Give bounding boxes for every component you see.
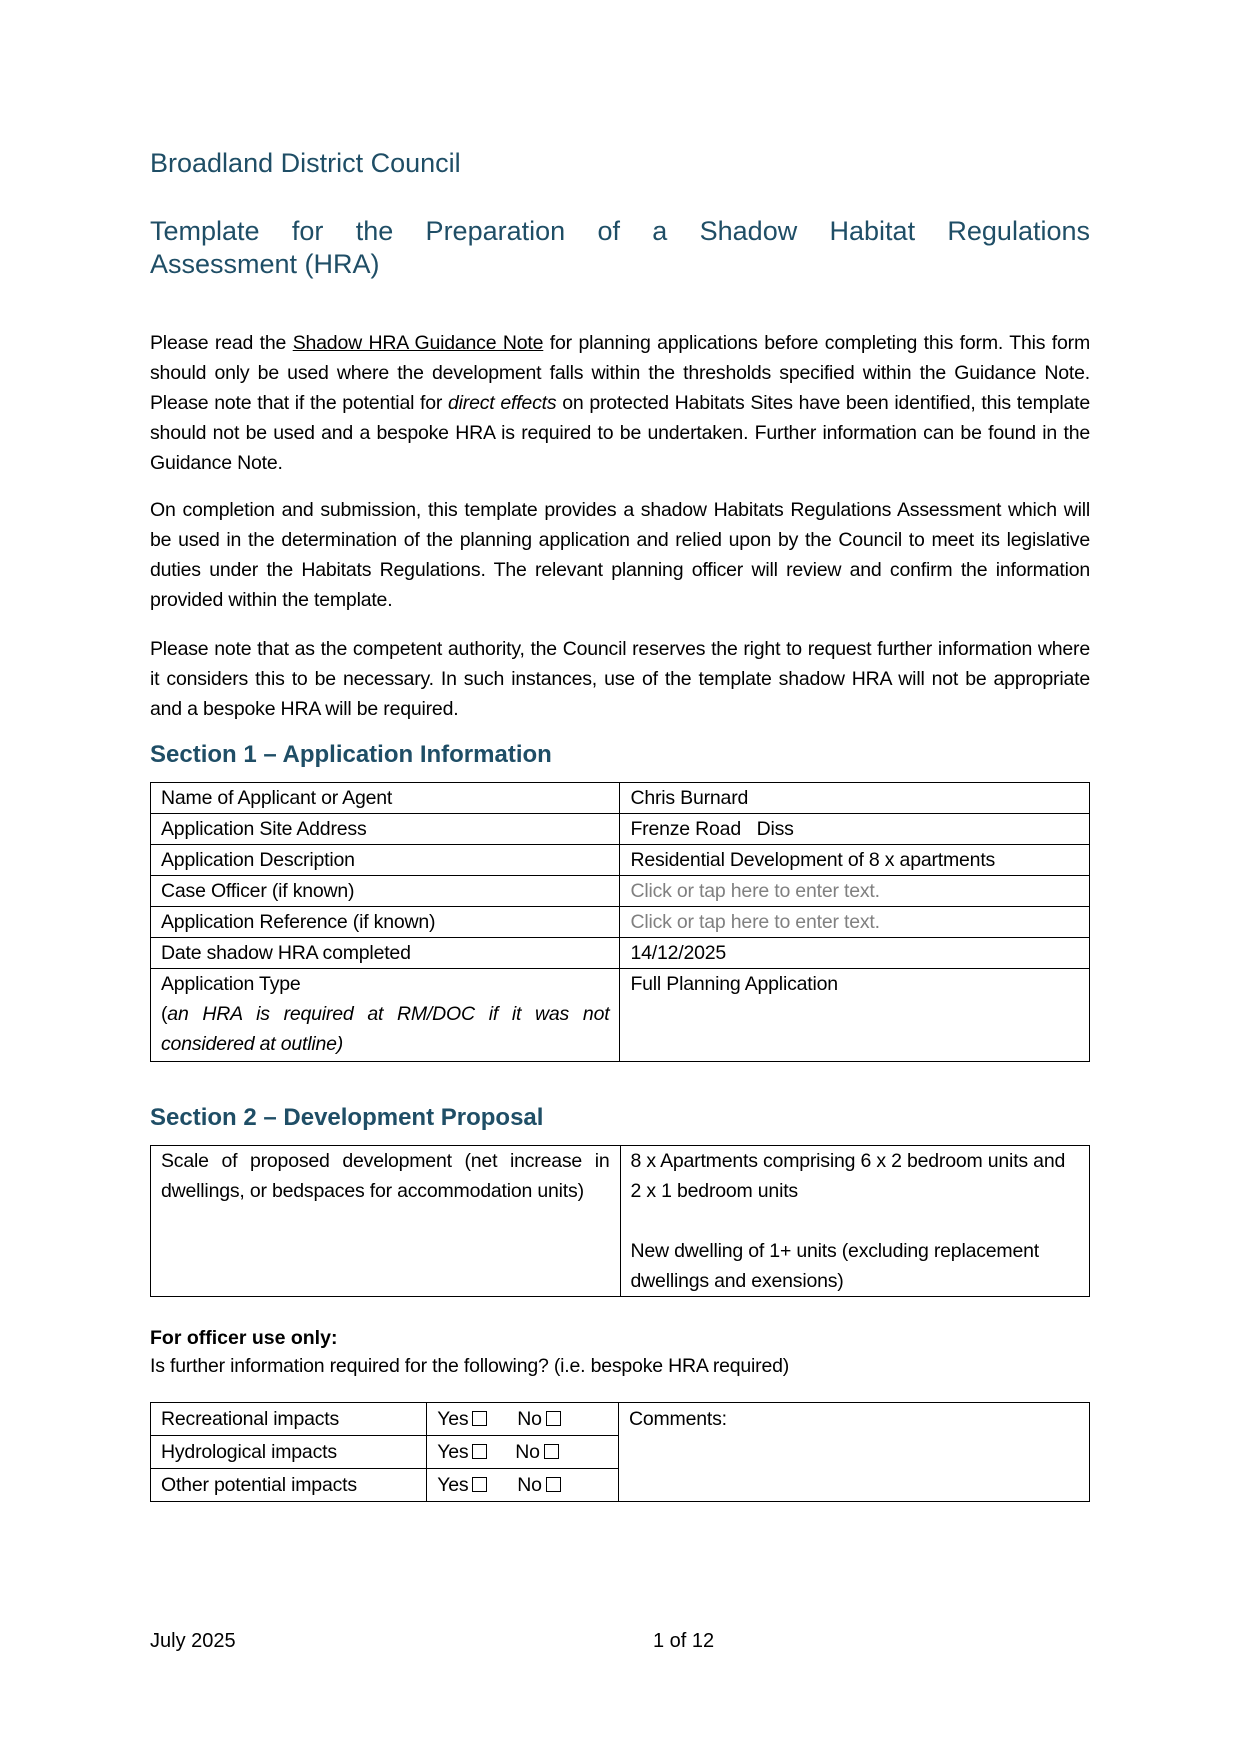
hydrological-impacts-label: Hydrological impacts [151,1436,427,1469]
application-type-field[interactable]: Full Planning Application [620,969,1090,1062]
hydrological-yes-checkbox[interactable] [472,1444,487,1459]
case-officer-field[interactable]: Click or tap here to enter text. [620,876,1090,907]
comments-label: Comments: [628,1408,727,1430]
yes-label: Yes [437,1408,469,1430]
table-row [151,783,1090,814]
spacer [631,1206,1079,1236]
document-title-line2: Assessment (HRA) [150,249,380,279]
yes-label: Yes [437,1474,469,1496]
case-officer-label: Case Officer (if known) [151,876,620,907]
application-type-note-paren: ( [161,1003,168,1025]
recreational-impacts-label: Recreational impacts [151,1403,427,1436]
development-scale-value: 8 x Apartments comprising 6 x 2 bedroom units and 2 x 1 bedroom units [630,1150,1066,1202]
table-row [151,907,1090,938]
application-description-label: Application Description [151,845,620,876]
application-type-title: Application Type [161,973,301,995]
site-address-field[interactable]: Frenze Road Diss [620,814,1090,845]
development-category-value: New dwelling of 1+ units (excluding replacement dwellings and exensions) [630,1240,1039,1292]
development-scale-label: Scale of proposed development (net increase in dwellings, or bedspaces for accommodation units) [151,1146,621,1297]
section-1-heading: Section 1 – Application Information [150,741,552,768]
intro-paragraph-1 [150,328,1090,478]
table-row [151,845,1090,876]
intro-text: Please read the [150,332,293,354]
other-yes-checkbox[interactable] [472,1477,487,1492]
officer-use-heading: For officer use only: [150,1327,338,1349]
application-reference-field[interactable]: Click or tap here to enter text. [620,907,1090,938]
comments-field[interactable] [618,1403,1089,1502]
intro-text: for planning applications before completing this form. This form should only be used where the development falls within the thresholds specified within the Guidance Note. Please note that if the potential for [150,332,1091,414]
recreational-yes-checkbox[interactable] [472,1411,487,1426]
hydrological-impacts-options [427,1436,619,1469]
hydrological-no-checkbox[interactable] [544,1444,559,1459]
organisation-name: Broadland District Council [150,148,461,178]
application-type-note: an HRA is required at RM/DOC if it was not considered at outline) [161,1003,610,1055]
other-impacts-label: Other potential impacts [151,1469,427,1502]
table-row [151,1403,1090,1436]
application-description-field[interactable]: Residential Development of 8 x apartments [620,845,1090,876]
applicant-name-label: Name of Applicant or Agent [151,783,620,814]
recreational-impacts-options [427,1403,619,1436]
application-type-label [151,969,620,1062]
officer-question: Is further information required for the following? (i.e. bespoke HRA required) [150,1355,790,1377]
site-address-label: Application Site Address [151,814,620,845]
development-proposal-table [150,1145,1090,1297]
applicant-name-field[interactable]: Chris Burnard [620,783,1090,814]
application-reference-label: Application Reference (if known) [151,907,620,938]
table-row [151,876,1090,907]
no-label: No [515,1441,540,1463]
application-information-table [150,782,1090,1062]
table-row [151,969,1090,1062]
no-label: No [517,1474,542,1496]
development-scale-field[interactable] [620,1146,1089,1297]
section-2-heading: Section 2 – Development Proposal [150,1104,544,1131]
intro-text: on protected Habitats Sites have been identified, this template should not be used and a bespoke HRA is required to be undertaken. Further information can be found in the Guidance Note. [150,392,1090,474]
other-impacts-options [427,1469,619,1502]
table-row [151,1146,1090,1297]
document-title [150,215,1090,281]
other-no-checkbox[interactable] [546,1477,561,1492]
recreational-no-checkbox[interactable] [546,1411,561,1426]
footer-page-number: 1 of 12 [653,1630,715,1652]
officer-impacts-table [150,1402,1090,1502]
footer-date: July 2025 [150,1630,236,1652]
table-row [151,814,1090,845]
no-label: No [517,1408,542,1430]
intro-paragraph-2: On completion and submission, this template provides a shadow Habitats Regulations Assessment which will be used in the determination of the planning application and relied upon by the Council to meet its legislative duties under the Habitats Regulations. The relevant planning officer will review and confirm the information provided within the template. [150,499,1090,611]
date-completed-field[interactable]: 14/12/2025 [620,938,1090,969]
intro-paragraph-3: Please note that as the competent authority, the Council reserves the right to request further information where it considers this to be necessary. In such instances, use of the template shadow HRA will not be appropriate and a bespoke HRA will be required. [150,638,1090,720]
direct-effects-emphasis: direct effects [448,392,557,414]
date-completed-label: Date shadow HRA completed [151,938,620,969]
table-row [151,938,1090,969]
yes-label: Yes [437,1441,469,1463]
document-title-line1: Template for the Preparation of a Shadow Habitat Regulations [150,216,1090,246]
guidance-note-link[interactable]: Shadow HRA Guidance Note [292,332,544,354]
